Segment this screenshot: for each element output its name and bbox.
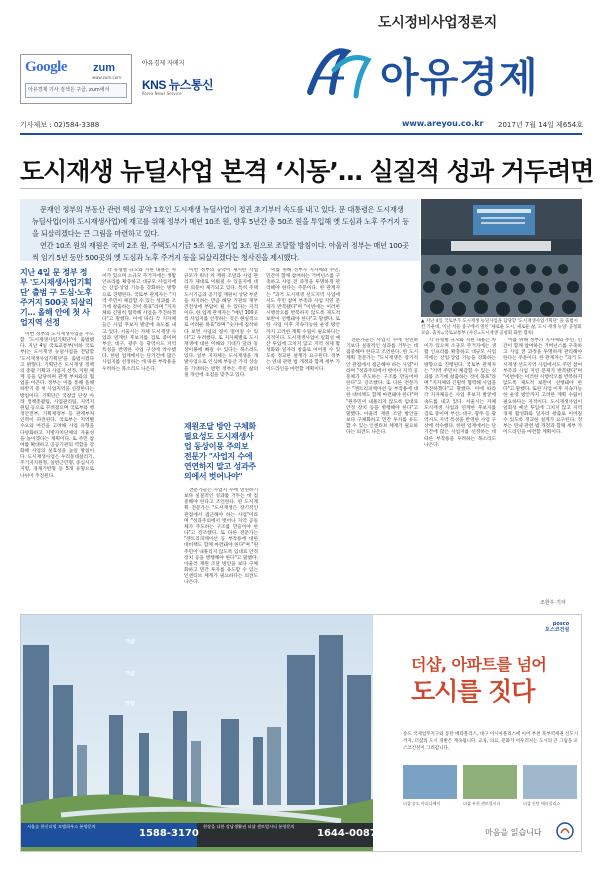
ad-phone-2[interactable] xyxy=(203,823,377,843)
search-ad-box[interactable] xyxy=(20,54,132,104)
column-2-text: 각 유형별 규모와 지원 내용은 차이가 있으며 소규모 주거지에는 생활 인프라를 확충하고 대규모 사업지에는 산업·상업 기능을 강화하는 방향으로 진행된다. 국토부 관계자는 "지역 주민이 체감할 수 있는 성과를 조기에 창출하는 것이 목표"라며 "지자체와 긴밀히 협력해 사업을 추진하겠다"고 말했다. 이에 따라 각 지자체들은 사업 후보지 발굴에 속도를 내고 있다. 서울시는 자체 도시재생 사업과 연계한 후보지를 검토 중이며 부산, 대구, 광주 등 광역시도 지역 특성을 반영한 사업 구상에 착수했다. 한편 업계에서는 단기간에 많은 사업지를 선정하는 데 따른 부작용을 우려하는 목소리도 나온다. xyxy=(102,268,176,372)
ad-thumb-2 xyxy=(463,765,517,806)
partner-logo: KNS 뉴스통신 xyxy=(142,78,214,92)
ad-thumb-3-label: 더샵 동탄 메타폴리스 xyxy=(523,801,561,806)
google-logo xyxy=(25,59,67,76)
issue-date: 2017년 7월 14일 제654호 xyxy=(498,121,584,129)
article-column-7 xyxy=(503,338,582,596)
ad-map-label-2: 더샵 xyxy=(125,671,135,677)
partner-ad[interactable] xyxy=(140,54,214,104)
column-1-text: 이번 정부의 도시재생사업을 주도할 '도시재생사업기획단'이 출범했다. 지난 4일 국토교통부(이하 국토부)는 도시재생 뉴딜사업을 전담할 '도시재생사업기획단'을 출범시켰다고 밝혔다. 기획단은 도시재생 정책의 총괄 기획과 사업지 선정, 지원 체계 등을 담당하며 관계 부처와의 협업을 이끈다. 정부는 이를 통해 올해 하반기 중 첫 사업지역을 선정한다는 방침이다. 기획단은 국장급 단장 아래 정책총괄팀, 사업관리팀, 지역지원팀 등으로 꾸려졌으며 국토부와 행정안전부, 기획재정부 등 관계부처 인력이 파견된다. 국토부는 지역별 수요와 여건을 고려해 사업 유형을 다양화하고 지방자치단체의 자율성을 높이겠다는 계획이다. 또 주민 참여를 확대하고 공공기관의 역할을 강화해 사업의 실효성을 높일 방침이다. 도시재생사업은 우리동네살리기, 주거지지원형, 일반근린형, 중심시가지형, 경제기반형 등 5개 유형으로 나뉘어 추진된다. xyxy=(20,332,94,479)
ad-title-line-1: 더샵, 아파트를 넘어 xyxy=(411,655,547,674)
zum-logo: zum xyxy=(93,62,115,74)
city-skyline-icon xyxy=(21,615,373,852)
posco-sub: 포스코건설 xyxy=(545,627,570,633)
posco-logo xyxy=(545,621,569,633)
posco-advertisement[interactable] xyxy=(20,614,582,852)
column-6-text: 각 유형별 규모와 지원 내용은 차이가 있으며 소규모 주거지에는 생활 인프라를 확충하고 대규모 사업지에는 산업·상업 기능을 강화하는 방향으로 진행된다. 국토부 관계자는 "지역 주민이 체감할 수 있는 성과를 조기에 창출하는 것이 목표"라며 "지자체와 긴밀히 협력해 사업을 추진하겠다"고 말했다. 이에 따라 각 지자체들은 사업 후보지 발굴에 속도를 내고 있다. 서울시는 자체 도시재생 사업과 연계한 후보지를 검토 중이며 부산, 대구, 광주 등 광역시도 지역 특성을 반영한 사업 구상에 착수했다. 한편 업계에서는 단기간에 많은 사업지를 선정하는 데 따른 부작용을 우려하는 목소리도 나온다. xyxy=(424,338,496,448)
tagline: 도시정비사업정론지 xyxy=(378,15,498,31)
byline: 조한우 기자 xyxy=(540,600,566,606)
ad-title-line-2: 도시를 짓다 xyxy=(411,677,535,706)
ad-phone-2-number: 1644-0087 xyxy=(317,828,377,839)
article-lead xyxy=(20,199,420,261)
brand-name: 아유경제 xyxy=(380,55,539,101)
article-column-1 xyxy=(20,332,94,604)
partner-label: 아유경제 자매지 xyxy=(142,60,185,67)
article-subhead-1: 지난 4일 문 정부 정부 '도시재생사업기획단' 출범 구 도심·노후 주거지 500곳 되살리기… 올해 안에 첫 사업지역 선정 xyxy=(20,268,93,327)
column-5-text: 전문가들은 사업지 수에 연연하기보다 실질적인 성과를 거두는 데 집중해야 한다고 조언한다. 한 도시계획 전문가는 "도시재생은 장기적인 관점에서 접근해야 하는 사업"이라며 "성과주의에서 벗어나 지역 공동체가 주도하는 구조를 만들어야 한다"고 강조했다. 또 다른 전문가는 "젠트리피케이션 등 부작용에 대한 대비책도 함께 마련돼야 한다"며 "원주민이 내몰리지 않도록 임대료 안정 장치 등을 병행해야 한다"고 말했다. 아울러 재원 조달 방안을 보다 구체화하고 민간 투자를 유도할 수 있는 인센티브 체계가 필요하다는 의견도 나온다. xyxy=(346,338,418,436)
info-bar xyxy=(0,118,600,134)
column-3-text: 이번 정부의 공약이 제시한 사업 규모가 워낙 커 재원 조달과 사업 관리가 제대로 이뤄질 수 있을지에 대한 의문이 제기되고 있다. 특히 주택도시기금과 공기업 재원이 상당 부분을 차지하는 만큼 해당 기관의 재무 건전성에 부담이 될 수 있다는 지적이다. 한 업계 관계자는 "매년 100곳씩 사업지를 선정하는 것은 현실적으로 어려운 목표"라며 "숫자에 집착하다 보면 사업의 질이 떨어질 수 있다"고 우려했다. 또 지자체별로 도시재생에 대한 이해와 기대가 달라 동상이몽에 빠질 수 있다는 목소리도 있다. 일부 지자체는 도시재생을 개발사업으로 인식해 부동산 가격 상승을 기대하는 반면 정부는 주민 삶의 질 개선에 초점을 맞추고 있다. xyxy=(184,268,258,378)
website-link[interactable]: www.areyou.co.kr xyxy=(402,119,484,128)
column-7-text: 이를 위해 정부가 지자체와 주민, 민간이 함께 참여하는 거버넌스를 구축하고 사업 전 과정을 투명하게 관리해야 한다는 주문이다. 한 관계자는 "과거 도시재생 선도지역 사업에서도 주민 참여 부족과 사업 지연 문제가 반복됐다"며 "이번에는 이러한 시행착오를 반복하지 않도록 제도적 보완이 선행돼야 한다"고 말했다. 또한 사업 이후 지속가능한 운영 방안까지 고려한 계획 수립이 필요하다는 지적이다. 도시재생사업이 일회성 예산 투입에 그치지 않고 지역 경제 활성화와 일자리 창출로 이어질 수 있도록 정교한 설계가 요구된다. 정부는 연내 관련 법 개정과 함께 세부 가이드라인을 마련할 계획이다. xyxy=(503,338,582,436)
article-column-6 xyxy=(424,338,496,598)
brand-logo-icon xyxy=(306,42,372,102)
column-3b-text: 전문가들은 사업지 수에 연연하기보다 실질적인 성과를 거두는 데 집중해야 한다고 조언한다. 한 도시계획 전문가는 "도시재생은 장기적인 관점에서 접근해야 하는 사업"이라며 "성과주의에서 벗어나 지역 공동체가 주도하는 구조를 만들어야 한다"고 강조했다. 또 다른 전문가는 "젠트리피케이션 등 부작용에 대한 대비책도 함께 마련돼야 한다"며 "원주민이 내몰리지 않도록 임대료 안정 장치 등을 병행해야 한다"고 말했다. 아울러 재원 조달 방안을 보다 구체화하고 민간 투자를 유도할 수 있는 인센티브 체계가 필요하다는 의견도 나온다. xyxy=(184,488,258,586)
article-headline: 도시재생 뉴딜사업 본격 ‘시동’… 실질적 성과 거두려면 xyxy=(20,157,594,186)
article-subhead-2: 재원조달 방안 구체화 필요성도 도시재생사업 동상이몽 주의보 전문가 "사업지 수에 연연하지 말고 성과주의에서 벗어나야" xyxy=(184,422,256,481)
ad-map-label-3: 더샵 xyxy=(125,701,135,707)
tip-phone: 기사제보 : 02)584-3388 xyxy=(20,121,100,129)
search-input[interactable]: 아유경제 기사 검색은 구글, zum에서 xyxy=(25,83,127,98)
ad-slogan: 마음을 읽습니다 xyxy=(485,828,542,837)
article-column-5 xyxy=(346,338,418,604)
masthead xyxy=(0,0,600,118)
ad-copy xyxy=(373,615,582,852)
conference-photo-icon xyxy=(421,199,582,317)
ad-phone-1[interactable] xyxy=(27,823,197,843)
headline-divider xyxy=(20,188,582,189)
ad-phone-1-label: 서울숲 한신더힐 모델하우스 분양문의 xyxy=(27,824,96,829)
ad-thumb-2-label: 더샵 부천 센트럴시티 xyxy=(463,801,501,806)
ad-description: 송도 국제업무지구와 동탄 메타폴리스, 대구 이시아폴리스에 이어 부천 북부역세권 신도시까지, 더샵의 도시 개발은 계속됩니다. 교육, 의료, 문화가 어우러지는 도시의 큰 그림을 포스코건설이 그려갑니다. xyxy=(403,732,579,751)
lead-paragraph-2: 연간 10조 원의 재원은 국비 2조 원, 주택도시기금 5조 원, 공기업 3조 원으로 조달할 방침이다. 아울러 정부는 매년 100곳씩 임기 5년 동안 500곳의 옛 도심과 노후 주거지 등을 되살리겠다는 청사진을 제시했다. xyxy=(32,241,409,262)
lead-paragraph-1: 문재인 정부의 부동산 관련 핵심 공약 1호인 도시재생 뉴딜사업이 정권 초기부터 속도를 내고 있다. 문 대통령은 도시재생 뉴딜사업(이하 도시재생사업)에 재고를 위해 정부가 매년 10조 원, 향후 5년간 총 50조 원을 투입해 옛 도심과 노후 주거지 등을 되살리겠다는 큰 그림을 마련하고 있다. xyxy=(32,205,409,238)
article-column-2 xyxy=(102,268,176,604)
article-photo xyxy=(421,199,582,317)
article-column-3b xyxy=(184,488,258,604)
article-column-3a xyxy=(184,268,258,418)
column-4-text: 이를 위해 정부가 지자체와 주민, 민간이 함께 참여하는 거버넌스를 구축하고 사업 전 과정을 투명하게 관리해야 한다는 주문이다. 한 관계자는 "과거 도시재생 선도지역 사업에서도 주민 참여 부족과 사업 지연 문제가 반복됐다"며 "이번에는 이러한 시행착오를 반복하지 않도록 제도적 보완이 선행돼야 한다"고 말했다. 또한 사업 이후 지속가능한 운영 방안까지 고려한 계획 수립이 필요하다는 지적이다. 도시재생사업이 일회성 예산 투입에 그치지 않고 지역 경제 활성화와 일자리 창출로 이어질 수 있도록 정교한 설계가 요구된다. 정부는 연내 관련 법 개정과 함께 세부 가이드라인을 마련할 계획이다. xyxy=(266,268,340,372)
google-logo-text: Google xyxy=(25,59,67,75)
ad-thumb-1-label: 더샵 송도 마리나베이 xyxy=(403,801,441,806)
the-sharp-logo-icon xyxy=(555,821,575,841)
ad-thumb-1 xyxy=(403,765,457,806)
ad-phone-1-number: 1588-3170 xyxy=(139,828,199,839)
ad-thumbnails xyxy=(403,765,579,807)
photo-caption: ▲ 지난 4일 국토부가 도시재생 뉴딜사업을 담당할 '도시재생사업기획단' 을 출범시킨 가운데, 이날 서울 중구에서 열린 '새로운 도시, 새로운 삶, 도시 재생 뉴딜' 공청회 모습. 출처=국토교통부 (사진=도시재생 공청회 화면 캡처) xyxy=(421,319,582,337)
ad-phone-2-label: 현장을 다한 강남생활권 더샵 센트럴시티 분양문의 xyxy=(203,824,295,829)
partner-sub: Korea News Service xyxy=(142,91,182,96)
posco-name: posco xyxy=(552,621,570,627)
masthead-divider xyxy=(20,133,582,135)
article-column-4 xyxy=(266,268,340,604)
ad-map-label-1: 더샵 xyxy=(125,639,135,645)
ad-thumb-3 xyxy=(523,765,577,806)
zum-url: www.zum.com xyxy=(92,75,122,80)
